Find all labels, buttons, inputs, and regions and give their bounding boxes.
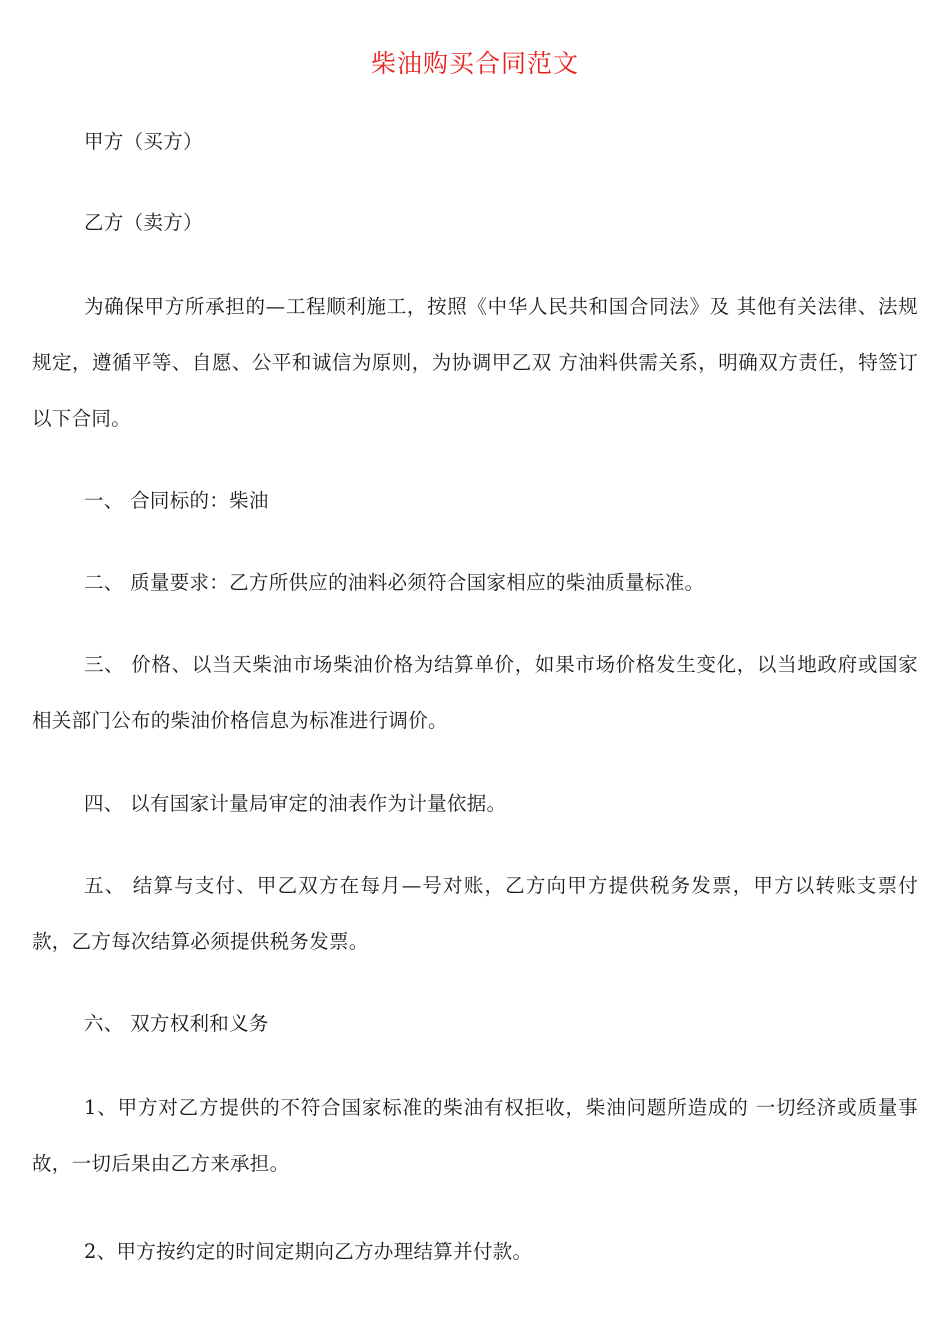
clause-4-measurement: 四、 以有国家计量局审定的油表作为计量依据。 [84,792,507,815]
clause-1-subject: 一、 合同标的：柴油 [84,489,269,512]
clause-2-quality: 二、 质量要求：乙方所供应的油料必须符合国家相应的柴油质量标准。 [84,571,705,594]
clause-3-price: 三、 价格、以当天柴油市场柴油价格为结算单价，如果市场价格发生变化，以当地政府或国家相关部门公布的柴油价格信息为标准进行调价。 [32,653,918,732]
clause-6-item-2: 2、甲方按约定的时间定期向乙方办理结算并付款。 [84,1240,533,1263]
party-a-line: 甲方（买方） [84,130,203,153]
clause-6-rights-heading: 六、 双方权利和义务 [84,1012,269,1035]
clause-5-settlement: 五、 结算与支付、甲乙双方在每月—号对账，乙方向甲方提供税务发票，甲方以转账支票付款，乙方每次结算必须提供税务发票。 [32,874,918,953]
intro-paragraph: 为确保甲方所承担的—工程顺利施工，按照《中华人民共和国合同法》及 其他有关法律、法规规定，遵循平等、自愿、公平和诚信为原则，为协调甲乙双 方油料供需关系，明确双方责任，特签订以下合同。 [32,295,918,430]
party-b-line: 乙方（卖方） [84,211,203,234]
clause-6-item-1: 1、甲方对乙方提供的不符合国家标准的柴油有权拒收，柴油问题所造成的 一切经济或质量事故，一切后果由乙方来承担。 [32,1096,918,1175]
document-title: 柴油购买合同范文 [370,49,579,78]
